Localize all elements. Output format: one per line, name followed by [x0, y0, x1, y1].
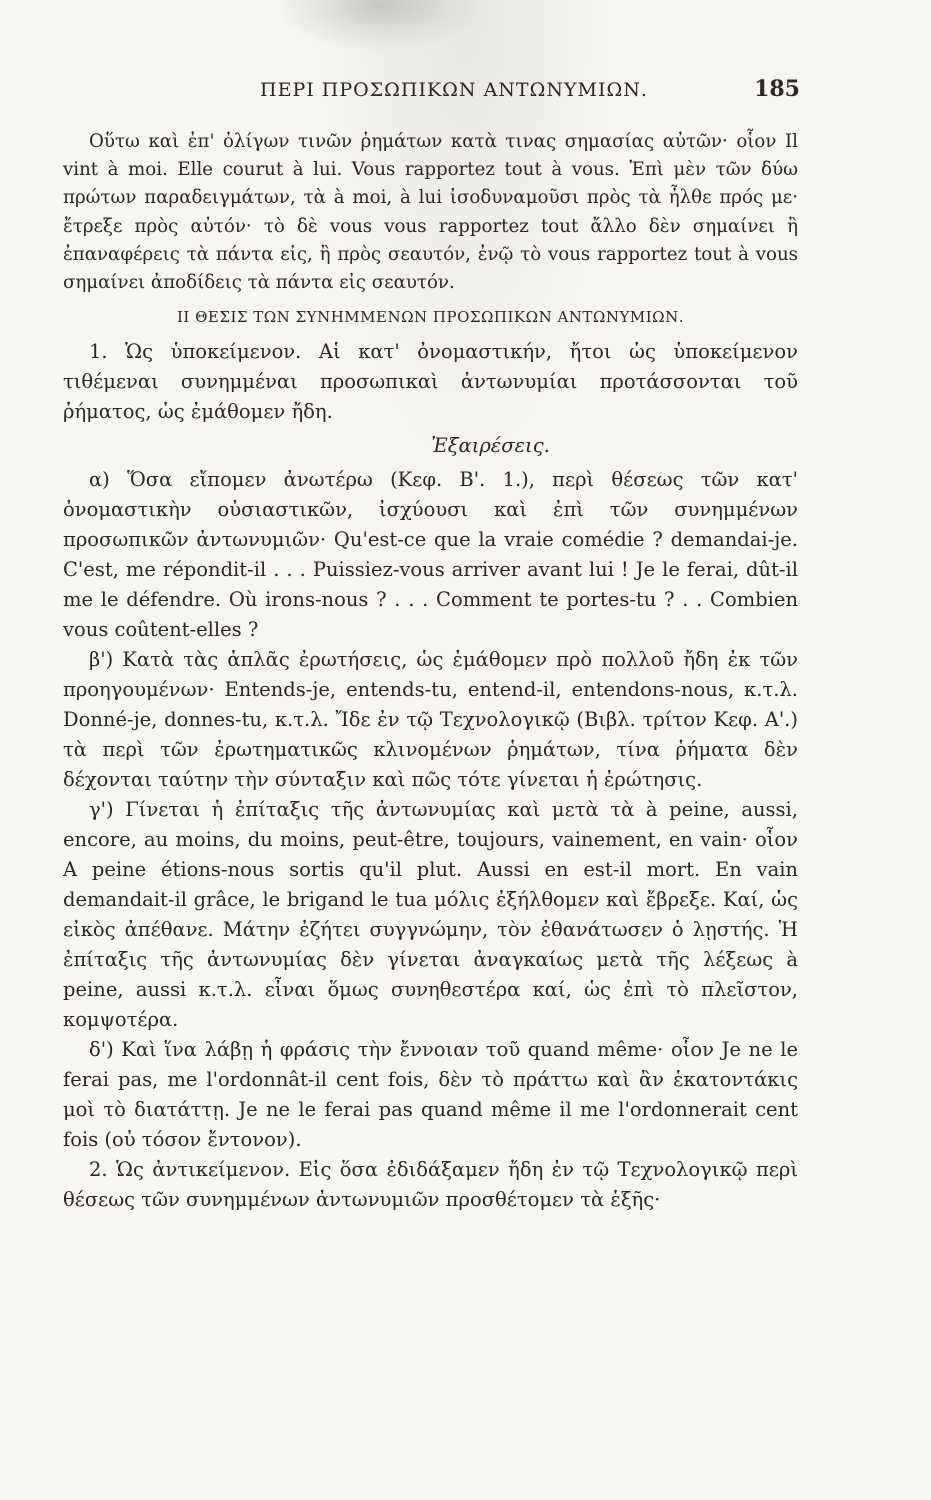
paragraph-exception-a: α) Ὅσα εἴπομεν ἀνωτέρω (Κεφ. Β'. 1.), περὶ θέσεως τῶν κατ' ὀνομαστικὴν οὐσιαστικῶν, ἰσχύουσι καὶ ἐπὶ τῶν συνημμένων προσωπικῶν ἀντωνυμιῶν· Qu'est-ce que la vraie comédie ? demandai-je. C'est, me répondit-il . . . Puissiez-vous arriver avant lui ! Je le ferai, dût-il me le défendre. Où irons-nous ? . . . Comment te portes-tu ? . . Combien vous coûtent-elles ?: [63, 468, 798, 642]
page-body: [63, 128, 798, 1215]
scan-smudge: [280, 0, 480, 50]
page-number: 185: [754, 76, 800, 102]
paragraph-exception-b: β') Κατὰ τὰς ἁπλᾶς ἐρωτήσεις, ὡς ἐμάθομεν πρὸ πολλοῦ ἤδη ἐκ τῶν προηγουμένων· Entends-je, entends-tu, entend-il, entendons-nous, κ.τ.λ. Donné-je, donnes-tu, κ.τ.λ. Ἴδε ἐν τῷ Τεχνολογικῷ (Βιβλ. τρίτον Κεφ. Α'.) τὰ περὶ τῶν ἐρωτηματικῶς κλινομένων ῥημάτων, τίνα ῥήματα δὲν δέχονται ταύτην τὴν σύνταξιν καὶ πῶς τότε γίνεται ἡ ἐρώτησις.: [63, 648, 798, 792]
running-title: ΠΕΡΙ ΠΡΟΣΩΠΙΚΩΝ ΑΝΤΩΝΥΜΙΩΝ.: [260, 79, 648, 101]
section-heading: II ΘΕΣΙΣ ΤΩΝ ΣΥΝΗΜΜΕΝΩΝ ΠΡΟΣΩΠΙΚΩΝ ΑΝΤΩΝΥΜΙΩΝ.: [176, 308, 685, 327]
paragraph-object: 2. Ὡς ἀντικείμενον. Εἰς ὅσα ἐδιδάξαμεν ἤδη ἐν τῷ Τεχνολογικῷ περὶ θέσεως τῶν συνημμένων ἀντωνυμιῶν προσθέτομεν τὰ ἑξῆς·: [63, 1158, 798, 1212]
page-header: [120, 76, 800, 102]
exceptions-title: Ἐξαιρέσεις.: [431, 434, 550, 458]
paragraph-intro: Οὕτω καὶ ἐπ' ὀλίγων τινῶν ῥημάτων κατὰ τινας σημασίας αὐτῶν· οἷον Il vint à moi. Elle courut à lui. Vous rapportez tout à vous. Ἐπὶ μὲν τῶν δύω πρώτων παραδειγμάτων, τὰ à moi, à lui ἰσοδυναμοῦσι πρὸς τὰ ἦλθε πρός με· ἔτρεξε πρὸς αὐτόν· τὸ δὲ vous vous rapportez tout ἄλλο δὲν σημαίνει ἢ ἐπαναφέρεις τὰ πάντα εἰς, ἢ πρὸς σεαυτόν, ἐνῷ τὸ vous rapportez tout à vous σημαίνει ἀποδίδεις τὰ πάντα εἰς σεαυτόν.: [63, 131, 798, 294]
paragraph-exception-c: γ') Γίνεται ἡ ἐπίταξις τῆς ἀντωνυμίας καὶ μετὰ τὰ à peine, aussi, encore, au moins, du moins, peut-être, toujours, vainement, en vain· οἷον A peine étions-nous sortis qu'il plut. Aussi en est-il mort. En vain demandait-il grâce, le brigand le tua μόλις ἐξήλθομεν καὶ ἔβρεξε. Καί, ὡς εἰκὸς ἀπέθανε. Μάτην ἐζήτει συγγνώμην, τὸν ἐθανάτωσεν ὁ λῃστής. Ἡ ἐπίταξις τῆς ἀντωνυμίας δὲν γίνεται ἀναγκαίως μετὰ τῆς λέξεως à peine, aussi κ.τ.λ. εἶναι ὅμως συνηθεστέρα καί, ὡς ἐπὶ τὸ πλεῖστον, κομψοτέρα.: [63, 798, 798, 1032]
paragraph-subject: 1. Ὡς ὑποκείμενον. Αἱ κατ' ὀνομαστικήν, ἤτοι ὡς ὑποκείμενον τιθέμεναι συνημμέναι προσωπικαὶ ἀντωνυμίαι προτάσσονται τοῦ ῥήματος, ὡς ἐμάθομεν ἤδη.: [63, 340, 798, 424]
paragraph-exception-d: δ') Καὶ ἵνα λάβῃ ἡ φράσις τὴν ἔννοιαν τοῦ quand même· οἷον Je ne le ferai pas, me l'ordonnât-il cent fois, δὲν τὸ πράττω καὶ ἂν ἑκατοντάκις μοὶ τὸ διατάττῃ. Je ne le ferai pas quand même il me l'ordonnerait cent fois (οὐ τόσον ἔντονον).: [63, 1038, 798, 1152]
